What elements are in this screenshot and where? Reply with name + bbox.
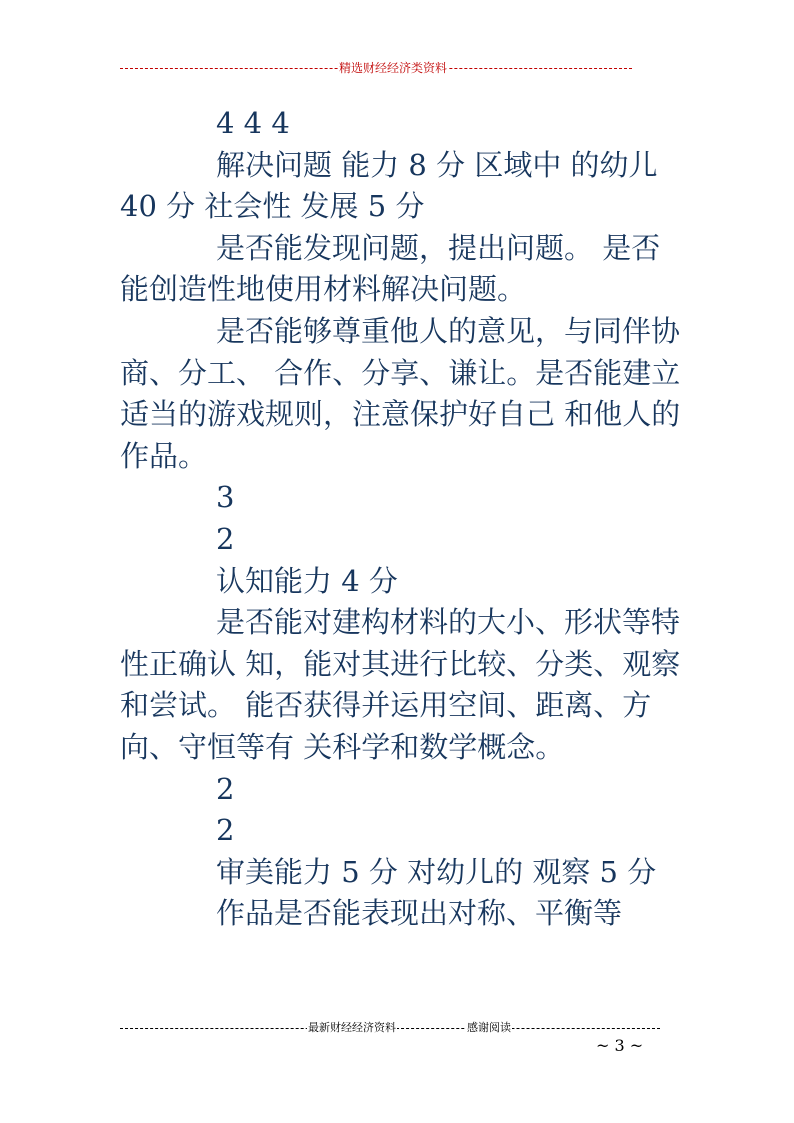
paragraph: 作品是否能表现出对称、平衡等 xyxy=(216,896,623,931)
header-title: 精选财经经济类资料 xyxy=(338,58,448,78)
paragraph: 是否能够尊重他人的意见，与同伴协商、分工、 合作、分享、谦让。是否能建立适当的游戏规则，注意保护好自己 和他人的作品。 xyxy=(120,313,681,473)
page-header xyxy=(120,58,632,78)
footer-left-text: 最新财经经济资料 xyxy=(307,1019,397,1037)
page-number: ~ 3 ~ xyxy=(596,1036,644,1055)
paragraph: 2 xyxy=(216,813,235,848)
paragraph: 2 xyxy=(216,521,235,556)
paragraph: 是否能发现问题，提出问题。 是否能创造性地使用材料解决问题。 xyxy=(120,230,661,307)
paragraph: 认知能力 4 分 xyxy=(216,563,398,598)
paragraph: 解决问题 能力 8 分 区域中 的幼儿 40 分 社会性 发展 5 分 xyxy=(120,147,658,224)
paragraph: 3 xyxy=(216,480,235,515)
page-footer xyxy=(120,1019,660,1037)
footer-right-text: 感谢阅读 xyxy=(466,1019,512,1037)
paragraph: 4 4 4 xyxy=(216,106,290,140)
paragraph: 审美能力 5 分 对幼儿的 观察 5 分 xyxy=(216,854,657,889)
paragraph: 是否能对建构材料的大小、形状等特性正确认 知，能对其进行比较、分类、观察和尝试。 能否获得并运用空间、距离、方向、守恒等有 关科学和数学概念。 xyxy=(120,605,681,764)
paragraph: 2 xyxy=(216,771,235,806)
body-content xyxy=(120,103,686,935)
